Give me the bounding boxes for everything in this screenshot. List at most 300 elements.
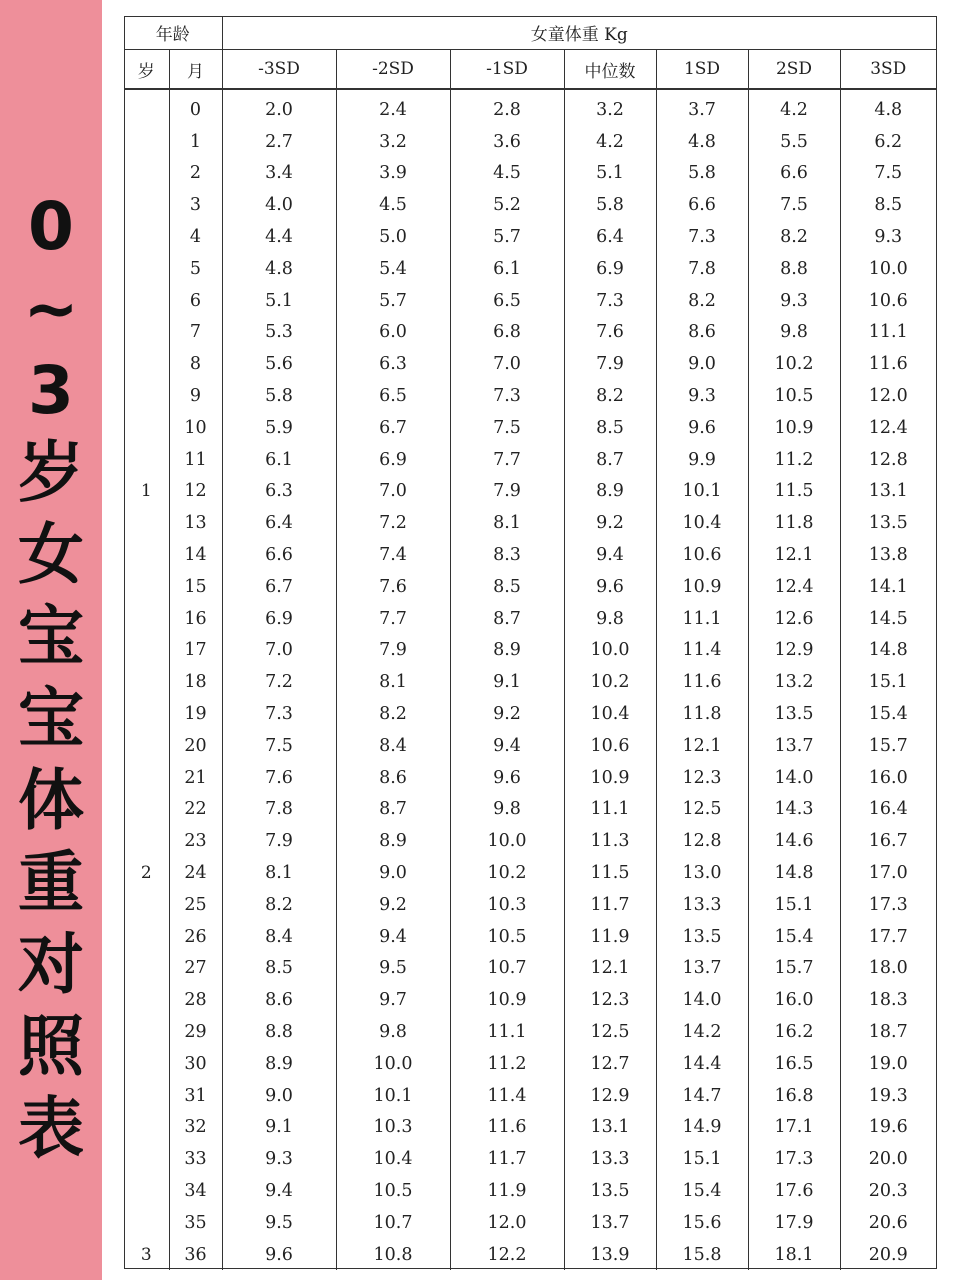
year-cell: [124, 1207, 169, 1239]
weight-cell: 9.0: [336, 857, 450, 889]
weight-cell: 8.5: [874, 195, 903, 216]
weight-cell: 8.9: [450, 635, 564, 667]
weight-cell: 13.3: [656, 889, 748, 921]
weight-cell: 3.6: [450, 126, 564, 158]
year-cell: [124, 253, 169, 285]
year-cell: [124, 221, 169, 253]
year-cell: 2: [124, 857, 169, 889]
table-row: [124, 1143, 936, 1175]
month-cell: 7: [169, 317, 222, 349]
weight-cell: 11.1: [450, 1016, 564, 1048]
weight-cell: 5.8: [656, 158, 748, 190]
weight-cell: 5.3: [222, 317, 336, 349]
year-cell: [124, 1080, 169, 1112]
month-cell: 25: [169, 889, 222, 921]
weight-cell: 7.2: [222, 666, 336, 698]
weight-cell: 8.6: [656, 317, 748, 349]
table-row: [124, 348, 936, 380]
weight-cell: 5.7: [450, 221, 564, 253]
weight-cell: 12.5: [656, 794, 748, 826]
month-cell: 29: [169, 1016, 222, 1048]
table-row: [124, 1112, 936, 1144]
side-banner: [0, 0, 102, 1280]
weight-cell: 12.4: [748, 571, 840, 603]
weight-cell: 9.6: [564, 571, 656, 603]
weight-cell: 7.8: [222, 794, 336, 826]
weight-cell: 4.5: [450, 158, 564, 190]
weight-cell: 6.1: [450, 253, 564, 285]
weight-cell: 12.3: [656, 762, 748, 794]
weight-cell: 5.8: [564, 189, 656, 221]
weight-cell: 2.7: [222, 126, 336, 158]
weight-cell: 14.2: [656, 1016, 748, 1048]
weight-cell: 9.8: [336, 1016, 450, 1048]
weight-cell: 7.3: [564, 285, 656, 317]
weight-cell: 8.2: [222, 889, 336, 921]
weight-cell: 9.1: [222, 1112, 336, 1144]
weight-cell: 11.9: [450, 1175, 564, 1207]
weight-cell: 3.4: [222, 158, 336, 190]
side-title-char: ~: [23, 270, 79, 347]
weight-cell: 10.6: [656, 539, 748, 571]
weight-cell: 11.4: [450, 1080, 564, 1112]
year-cell: [124, 571, 169, 603]
weight-cell: 7.5: [748, 189, 840, 221]
month-cell: 1: [169, 126, 222, 158]
weight-cell: 9.5: [222, 1207, 336, 1239]
weight-cell: 6.5: [336, 380, 450, 412]
weight-cell: 12.0: [450, 1207, 564, 1239]
weight-cell: 14.6: [748, 825, 840, 857]
weight-cell: 9.8: [564, 603, 656, 635]
weight-cell: 15.1: [656, 1143, 748, 1175]
weight-cell: 10.9: [656, 571, 748, 603]
year-column-header: 岁: [124, 50, 169, 90]
month-cell: 20: [169, 730, 222, 762]
weight-cell: 12.9: [564, 1080, 656, 1112]
weight-cell: 7.9: [564, 348, 656, 380]
table-row: [124, 730, 936, 762]
weight-cell: 6.7: [222, 571, 336, 603]
weight-cell: 11.2: [450, 1048, 564, 1080]
year-cell: [124, 730, 169, 762]
weight-cell: 14.9: [656, 1112, 748, 1144]
weight-cell: 14.0: [656, 984, 748, 1016]
weight-cell: 13.7: [748, 730, 840, 762]
weight-cell: 6.9: [336, 444, 450, 476]
year-cell: [124, 1016, 169, 1048]
table-row: [124, 857, 936, 889]
weight-cell: 3.9: [336, 158, 450, 190]
weight-cell: 17.3: [748, 1143, 840, 1175]
weight-cell: 10.3: [450, 889, 564, 921]
weight-cell: 7.3: [450, 380, 564, 412]
month-cell: 32: [169, 1112, 222, 1144]
weight-cell: 17.3: [868, 894, 908, 915]
weight-cell: 10.0: [868, 258, 908, 279]
year-cell: [124, 666, 169, 698]
table-row: [124, 221, 936, 253]
weight-cell: 15.7: [748, 953, 840, 985]
weight-cell: 2.0: [222, 89, 336, 126]
year-cell: [124, 539, 169, 571]
table-row: [124, 126, 936, 158]
weight-cell: 6.1: [222, 444, 336, 476]
weight-cell: 9.3: [656, 380, 748, 412]
weight-cell: 8.5: [564, 412, 656, 444]
weight-cell: 7.7: [336, 603, 450, 635]
weight-cell: 4.0: [222, 189, 336, 221]
weight-cell: 19.6: [868, 1117, 908, 1138]
weight-cell: 11.6: [450, 1112, 564, 1144]
weight-group-header: 女童体重 Kg: [222, 16, 936, 50]
table-row: [124, 762, 936, 794]
weight-cell: 10.2: [450, 857, 564, 889]
weight-cell: 2.4: [336, 89, 450, 126]
weight-cell: 7.7: [450, 444, 564, 476]
weight-cell: 8.9: [564, 476, 656, 508]
side-title-char: 照: [18, 1008, 84, 1085]
weight-cell: 9.1: [450, 666, 564, 698]
weight-cell: 13.7: [564, 1207, 656, 1239]
table-row: [124, 921, 936, 953]
weight-cell: 6.6: [748, 158, 840, 190]
table-row: [124, 666, 936, 698]
weight-cell: 13.7: [656, 953, 748, 985]
weight-cell: 16.8: [748, 1080, 840, 1112]
weight-cell: 4.8: [656, 126, 748, 158]
weight-cell: 14.3: [748, 794, 840, 826]
weight-cell: 6.8: [450, 317, 564, 349]
weight-cell: 9.9: [656, 444, 748, 476]
month-column-header: 月: [169, 50, 222, 90]
weight-cell: 4.2: [748, 89, 840, 126]
sd-column-header: 3SD: [870, 59, 907, 79]
weight-cell: 12.8: [868, 449, 908, 470]
weight-cell: 20.0: [868, 1149, 908, 1170]
table-row: [124, 635, 936, 667]
weight-cell: 8.2: [656, 285, 748, 317]
weight-cell: 6.3: [336, 348, 450, 380]
weight-cell: 14.7: [656, 1080, 748, 1112]
year-cell: [124, 698, 169, 730]
sd-column-header: -2SD: [336, 50, 450, 90]
weight-cell: 12.2: [450, 1239, 564, 1271]
table-row: [124, 189, 936, 221]
weight-cell: 9.3: [874, 227, 903, 248]
weight-cell: 13.3: [564, 1143, 656, 1175]
side-title-char: 0: [28, 188, 74, 265]
weight-cell: 18.7: [868, 1022, 908, 1042]
year-cell: [124, 412, 169, 444]
side-title-char: 岁: [18, 434, 84, 511]
year-cell: [124, 635, 169, 667]
weight-cell: 15.1: [868, 672, 908, 693]
weight-cell: 9.5: [336, 953, 450, 985]
year-cell: [124, 1112, 169, 1144]
weight-cell: 10.0: [564, 635, 656, 667]
weight-cell: 9.4: [336, 921, 450, 953]
weight-cell: 15.4: [868, 704, 908, 725]
weight-cell: 7.2: [336, 507, 450, 539]
weight-cell: 4.2: [564, 126, 656, 158]
weight-cell: 14.1: [868, 576, 908, 597]
sd-column-header: -3SD: [222, 50, 336, 90]
weight-cell: 13.5: [748, 698, 840, 730]
year-cell: [124, 1143, 169, 1175]
weight-cell: 16.7: [868, 831, 908, 852]
month-cell: 21: [169, 762, 222, 794]
weight-cell: 8.8: [748, 253, 840, 285]
weight-cell: 8.7: [564, 444, 656, 476]
weight-cell: 15.4: [748, 921, 840, 953]
month-cell: 33: [169, 1143, 222, 1175]
sd-column-header: -1SD: [450, 50, 564, 90]
table-row: [124, 571, 936, 603]
weight-cell: 16.4: [868, 799, 908, 820]
weight-cell: 15.6: [656, 1207, 748, 1239]
weight-cell: 11.6: [868, 354, 908, 375]
weight-cell: 7.6: [222, 762, 336, 794]
month-cell: 24: [169, 857, 222, 889]
weight-cell: 8.2: [564, 380, 656, 412]
side-title-char: 3: [28, 352, 74, 429]
year-cell: [124, 158, 169, 190]
weight-cell: 10.9: [450, 984, 564, 1016]
weight-cell: 16.5: [748, 1048, 840, 1080]
weight-cell: 13.1: [564, 1112, 656, 1144]
weight-cell: 13.0: [656, 857, 748, 889]
sd-column-header: 中位数: [564, 50, 656, 90]
month-cell: 4: [169, 221, 222, 253]
weight-cell: 12.7: [564, 1048, 656, 1080]
weight-cell: 7.5: [222, 730, 336, 762]
year-cell: [124, 317, 169, 349]
year-cell: 3: [124, 1239, 169, 1271]
weight-cell: 13.5: [868, 513, 908, 534]
weight-cell: 6.9: [222, 603, 336, 635]
weight-cell: 9.2: [450, 698, 564, 730]
month-cell: 14: [169, 539, 222, 571]
table-row: [124, 412, 936, 444]
weight-cell: 8.7: [336, 794, 450, 826]
weight-cell: 8.1: [336, 666, 450, 698]
weight-cell: 7.0: [336, 476, 450, 508]
weight-cell: 20.3: [868, 1180, 908, 1201]
weight-cell: 9.4: [564, 539, 656, 571]
weight-cell: 11.3: [564, 825, 656, 857]
weight-cell: 10.0: [336, 1048, 450, 1080]
side-title-char: 体: [18, 762, 84, 839]
side-title-char: 宝: [18, 598, 84, 675]
weight-cell: 7.0: [222, 635, 336, 667]
year-cell: [124, 380, 169, 412]
weight-cell: 2.8: [450, 89, 564, 126]
weight-cell: 5.8: [222, 380, 336, 412]
month-cell: 8: [169, 348, 222, 380]
weight-cell: 9.8: [450, 794, 564, 826]
weight-cell: 5.7: [336, 285, 450, 317]
year-cell: [124, 89, 169, 126]
table-row: [124, 1016, 936, 1048]
table-row: [124, 380, 936, 412]
table-row: [124, 444, 936, 476]
weight-table: [124, 16, 936, 1270]
weight-cell: 11.1: [564, 794, 656, 826]
table-row: [124, 476, 936, 508]
weight-cell: 16.0: [748, 984, 840, 1016]
weight-cell: 13.1: [868, 481, 908, 502]
weight-cell: 12.1: [564, 953, 656, 985]
table-row: [124, 1207, 936, 1239]
year-cell: [124, 603, 169, 635]
weight-cell: 7.8: [656, 253, 748, 285]
weight-cell: 3.7: [656, 89, 748, 126]
weight-cell: 7.5: [450, 412, 564, 444]
weight-cell: 5.4: [336, 253, 450, 285]
weight-cell: 11.6: [656, 666, 748, 698]
weight-cell: 18.3: [868, 990, 908, 1011]
weight-cell: 9.0: [656, 348, 748, 380]
weight-cell: 11.2: [748, 444, 840, 476]
weight-cell: 13.5: [564, 1175, 656, 1207]
weight-cell: 20.9: [868, 1244, 908, 1265]
month-cell: 13: [169, 507, 222, 539]
weight-cell: 12.1: [748, 539, 840, 571]
weight-cell: 8.5: [222, 953, 336, 985]
weight-cell: 10.9: [564, 762, 656, 794]
weight-cell: 9.3: [748, 285, 840, 317]
month-cell: 26: [169, 921, 222, 953]
weight-cell: 6.7: [336, 412, 450, 444]
year-cell: [124, 126, 169, 158]
weight-cell: 10.1: [336, 1080, 450, 1112]
weight-cell: 6.0: [336, 317, 450, 349]
weight-cell: 5.5: [748, 126, 840, 158]
sd-column-header: 2SD: [748, 50, 840, 90]
weight-cell: 5.2: [450, 189, 564, 221]
month-cell: 0: [169, 89, 222, 126]
weight-cell: 18.0: [868, 958, 908, 979]
weight-cell: 10.5: [748, 380, 840, 412]
month-cell: 35: [169, 1207, 222, 1239]
month-cell: 28: [169, 984, 222, 1016]
weight-cell: 9.6: [656, 412, 748, 444]
weight-cell: 19.3: [868, 1085, 908, 1106]
weight-cell: 15.8: [656, 1239, 748, 1271]
weight-cell: 17.6: [748, 1175, 840, 1207]
weight-cell: 12.8: [656, 825, 748, 857]
table-row: [124, 158, 936, 190]
weight-cell: 8.9: [222, 1048, 336, 1080]
table-row: [124, 507, 936, 539]
weight-cell: 8.2: [336, 698, 450, 730]
year-cell: [124, 921, 169, 953]
month-cell: 11: [169, 444, 222, 476]
year-cell: [124, 825, 169, 857]
table-row: [124, 539, 936, 571]
weight-cell: 7.4: [336, 539, 450, 571]
month-cell: 17: [169, 635, 222, 667]
weight-cell: 9.2: [564, 507, 656, 539]
month-cell: 5: [169, 253, 222, 285]
table-row: [124, 89, 936, 126]
weight-cell: 8.4: [336, 730, 450, 762]
month-cell: 2: [169, 158, 222, 190]
weight-cell: 6.9: [564, 253, 656, 285]
weight-cell: 9.4: [450, 730, 564, 762]
weight-cell: 5.1: [222, 285, 336, 317]
weight-cell: 9.0: [222, 1080, 336, 1112]
weight-cell: 12.5: [564, 1016, 656, 1048]
side-title-char: 女: [18, 516, 84, 593]
weight-cell: 9.6: [222, 1239, 336, 1271]
weight-cell: 18.1: [748, 1239, 840, 1271]
year-cell: [124, 444, 169, 476]
weight-cell: 7.0: [450, 348, 564, 380]
weight-cell: 10.9: [748, 412, 840, 444]
weight-cell: 9.2: [336, 889, 450, 921]
table-row: [124, 698, 936, 730]
weight-cell: 9.7: [336, 984, 450, 1016]
weight-cell: 13.8: [868, 545, 908, 566]
weight-cell: 8.9: [336, 825, 450, 857]
table-row: [124, 825, 936, 857]
side-title-char: 重: [18, 844, 84, 921]
month-cell: 34: [169, 1175, 222, 1207]
weight-cell: 14.5: [868, 608, 908, 629]
weight-cell: 9.6: [450, 762, 564, 794]
weight-cell: 16.2: [748, 1016, 840, 1048]
year-cell: [124, 285, 169, 317]
table-row: [124, 285, 936, 317]
weight-cell: 10.4: [564, 698, 656, 730]
weight-cell: 10.1: [656, 476, 748, 508]
year-cell: [124, 984, 169, 1016]
weight-cell: 10.2: [748, 348, 840, 380]
weight-cell: 11.1: [868, 322, 908, 343]
month-cell: 6: [169, 285, 222, 317]
weight-cell: 13.5: [656, 921, 748, 953]
side-title-char: 宝: [18, 680, 84, 757]
weight-cell: 12.1: [656, 730, 748, 762]
weight-cell: 11.4: [656, 635, 748, 667]
weight-cell: 3.2: [564, 89, 656, 126]
table-row: [124, 253, 936, 285]
weight-cell: 6.5: [450, 285, 564, 317]
weight-cell: 14.8: [748, 857, 840, 889]
weight-cell: 5.1: [564, 158, 656, 190]
month-cell: 18: [169, 666, 222, 698]
side-title-char: 表: [18, 1090, 84, 1167]
weight-cell: 6.3: [222, 476, 336, 508]
year-cell: [124, 762, 169, 794]
weight-cell: 6.6: [656, 189, 748, 221]
month-cell: 16: [169, 603, 222, 635]
weight-cell: 8.3: [450, 539, 564, 571]
weight-cell: 20.6: [868, 1212, 908, 1233]
weight-cell: 12.3: [564, 984, 656, 1016]
weight-cell: 10.5: [450, 921, 564, 953]
weight-cell: 4.8: [222, 253, 336, 285]
weight-cell: 14.0: [748, 762, 840, 794]
month-cell: 30: [169, 1048, 222, 1080]
month-cell: 10: [169, 412, 222, 444]
weight-cell: 12.9: [748, 635, 840, 667]
weight-cell: 7.9: [222, 825, 336, 857]
weight-cell: 13.9: [564, 1239, 656, 1271]
weight-cell: 8.7: [450, 603, 564, 635]
